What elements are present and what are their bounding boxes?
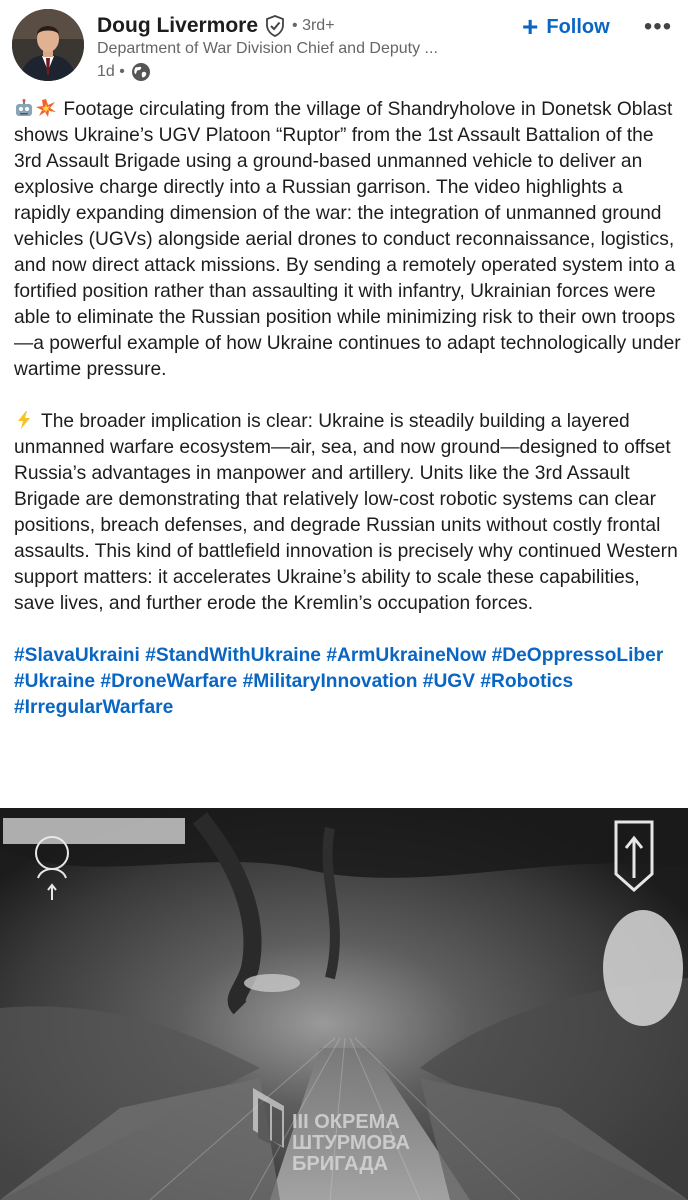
author-name-row xyxy=(97,9,335,43)
watermark-line-2: ШТУРМОВА xyxy=(292,1132,410,1154)
hashtag-link[interactable]: #UGV xyxy=(422,671,476,692)
post-body xyxy=(14,97,684,721)
post-time: 1d • xyxy=(97,63,125,80)
post-meta xyxy=(97,62,151,82)
author-headline: Department of War Division Chief and Deputy ... xyxy=(97,40,438,57)
post-header xyxy=(0,0,697,96)
author-name[interactable]: Doug Livermore xyxy=(97,14,259,37)
hashtag-link[interactable]: #Robotics xyxy=(480,671,574,692)
watermark-line-3: БРИГАДА xyxy=(292,1153,389,1175)
robot-icon xyxy=(14,99,34,117)
post-paragraph-2-text: The broader implication is clear: Ukraine is steadily building a layered unmanned warfare ecosystem—air, sea, and now ground—designed to offset Russia’s advantages in manpower and artillery. Units like the 3rd Assault Brigade are demonstrating that relatively low-cost robotic systems can clear positions, breach defenses, and degrade Russian units without costly frontal assaults. This kind of battlefield innovation is precisely why continued Western support matters: it accelerates Ukraine’s ability to scale these capabilities, save lives, and further erode the Kremlin’s occupation forces. xyxy=(14,411,684,614)
post-paragraph-1-text: Footage circulating from the village of Shandryholove in Donetsk Oblast shows Ukraine’s UGV Platoon “Ruptor” from the 1st Assault Battalion of the 3rd Assault Brigade using a ground-based unmanned vehicle to deliver an explosive charge directly into a Russian garrison. The video highlights a rapidly expanding dimension of the war: the integration of unmanned ground vehicles (UGVs) alongside aerial drones to conduct reconnaissance, logistics, and now direct attack missions. By sending a remotely operated system into a fortified position rather than assaulting it with infantry, Ukrainian forces were able to eliminate the Russian position while minimizing risk to their own troops—a powerful example of how Ukraine continues to adapt technologically under wartime pressure. xyxy=(14,99,686,380)
hashtag-link[interactable]: #IrregularWarfare xyxy=(14,697,174,718)
follow-button[interactable] xyxy=(522,12,610,42)
collision-icon xyxy=(36,99,56,117)
video-player[interactable] xyxy=(0,808,688,1200)
hashtag-link[interactable]: #DroneWarfare xyxy=(100,671,238,692)
globe-icon xyxy=(131,62,151,82)
shield-check-icon xyxy=(265,15,285,37)
post-paragraph-2 xyxy=(14,409,684,617)
post-paragraph-1 xyxy=(14,97,684,383)
connection-degree: • 3rd+ xyxy=(292,17,335,34)
hashtag-list xyxy=(14,643,684,721)
more-options-button[interactable]: ••• xyxy=(643,13,673,40)
hashtag-link[interactable]: #MilitaryInnovation xyxy=(242,671,418,692)
hashtag-link[interactable]: #ArmUkraineNow xyxy=(326,645,487,666)
hashtag-link[interactable]: #SlavaUkraini xyxy=(14,645,140,666)
plus-icon: + xyxy=(522,11,539,42)
hashtag-link[interactable]: #Ukraine xyxy=(14,671,96,692)
follow-label: Follow xyxy=(546,15,610,38)
avatar[interactable] xyxy=(12,9,84,81)
watermark-line-1: III ОКРЕМА xyxy=(292,1111,400,1133)
high-voltage-icon xyxy=(14,411,34,429)
hashtag-link[interactable]: #StandWithUkraine xyxy=(145,645,321,666)
hashtag-link[interactable]: #DeOppressoLiber xyxy=(491,645,664,666)
video-frame xyxy=(0,808,688,1200)
